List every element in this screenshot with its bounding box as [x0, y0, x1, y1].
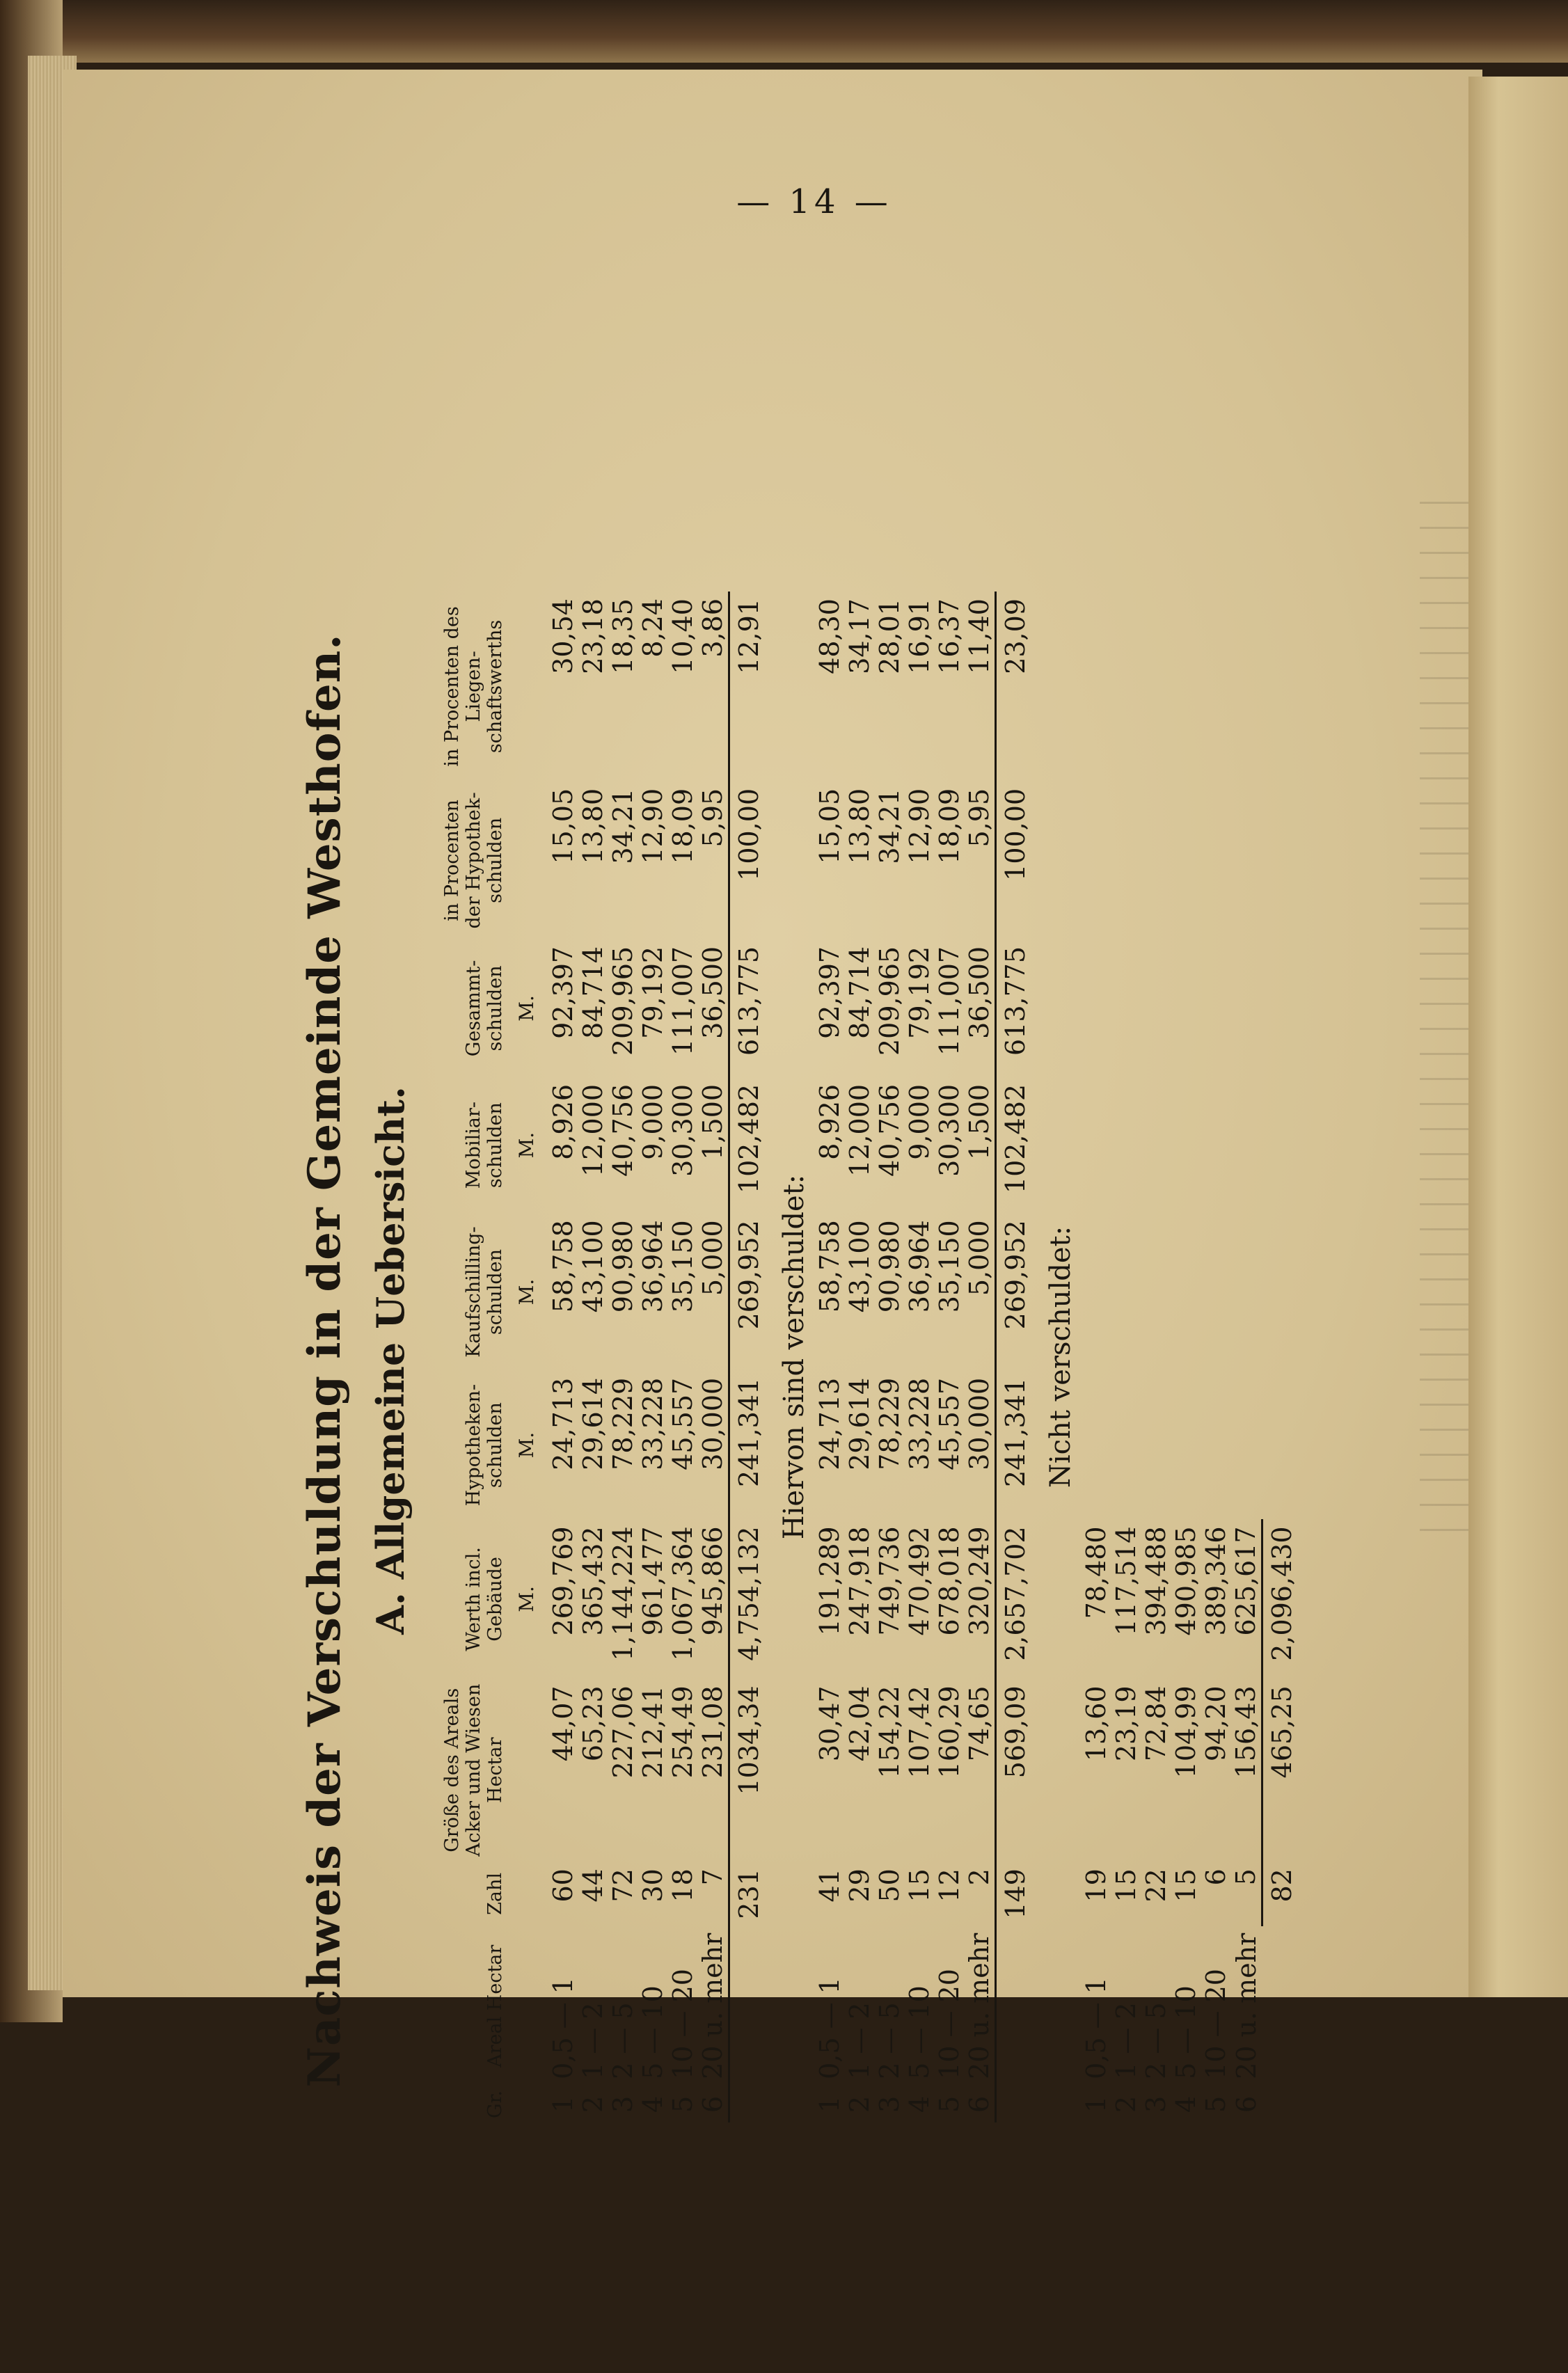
table-row — [845, 592, 875, 2122]
sum-verschuldet-body — [996, 592, 1082, 2122]
cell-zahl: 15 — [1111, 1868, 1141, 1903]
cell-hyp: 45,557 — [667, 1377, 698, 1470]
cell-kauf — [1231, 1213, 1262, 1371]
cell-kauf: 43,100 — [844, 1220, 875, 1313]
cell-werth: 389,346 — [1201, 1526, 1231, 1636]
cell-mob — [1082, 1077, 1111, 1213]
cell-werth: 269,769 — [548, 1526, 578, 1636]
unit-label: M. — [515, 1586, 538, 1612]
cell-mob: 40,756 — [608, 1084, 638, 1177]
cell-mob: 30,300 — [934, 1084, 965, 1177]
cell-ph: 13,80 — [844, 788, 875, 864]
cell-kauf: 43,100 — [578, 1220, 608, 1313]
cell-pl: 10,40 — [667, 598, 698, 674]
cell-nr: 6 — [964, 2095, 995, 2113]
cell-hyp: 78,229 — [874, 1377, 905, 1470]
cell-mob: 30,300 — [667, 1084, 698, 1177]
cell-kauf: 35,150 — [667, 1220, 698, 1313]
table-subtitle: A. Allgemeine Uebersicht. — [368, 1086, 413, 1635]
col-gesammt: Gesammt- schulden — [463, 960, 506, 1057]
cell-areal: 5 — 10 — [1171, 1985, 1201, 2079]
cell-groesse: 23,19 — [1111, 1685, 1141, 1762]
section-label-verschuldet: Hiervon sind verschuldet: — [778, 1174, 810, 1540]
page-number: — 14 — — [736, 182, 892, 221]
section-nicht — [1082, 592, 1262, 2122]
table-row — [815, 592, 845, 2122]
cell-areal: 0,5 — 1 — [1081, 1977, 1111, 2079]
cell-areal: 2 — 5 — [874, 2002, 905, 2079]
section-label-row — [770, 592, 815, 2122]
cell-nr: 2 — [844, 2095, 875, 2113]
table-row — [1171, 592, 1201, 2122]
col-areal: Areal Hectar — [484, 1944, 506, 2068]
table-row — [965, 592, 996, 2122]
rotated-table-block — [278, 598, 1297, 2373]
cell-mob: 9,000 — [638, 1084, 668, 1160]
cell-werth: 365,432 — [578, 1526, 608, 1636]
cell-kauf — [1082, 1213, 1111, 1371]
cell-areal: 5 — 10 — [904, 1985, 935, 2079]
cell-pl: 11,40 — [964, 598, 995, 674]
unit-label: M. — [515, 995, 538, 1022]
cell-areal: 2 — 5 — [608, 2002, 638, 2079]
cell-hyp — [1141, 1371, 1171, 1520]
cell-mob: 8,926 — [548, 1084, 578, 1160]
unit-row — [512, 592, 548, 2122]
cell-nr: 5 — [934, 2095, 965, 2113]
cell-hyp: 24,713 — [814, 1377, 845, 1470]
cell-mob: 1,500 — [697, 1084, 728, 1160]
cell-werth: 1,067,364 — [667, 1526, 698, 1661]
section-label-row — [1036, 592, 1082, 2122]
cell-groesse: 72,84 — [1141, 1685, 1171, 1762]
cell-kauf — [1201, 1213, 1231, 1371]
cell-zahl: 41 — [814, 1868, 845, 1903]
cell-nr: 4 — [904, 2095, 935, 2113]
cell-kauf — [1141, 1213, 1171, 1371]
cell-hyp — [1171, 1371, 1201, 1520]
cell-pl — [1111, 592, 1141, 781]
cell-pl: 34,17 — [844, 598, 875, 674]
cell-nr: 3 — [608, 2095, 638, 2113]
cell-zahl: 60 — [548, 1868, 578, 1903]
cell-mob — [1231, 1077, 1262, 1213]
facing-page-edge — [1468, 77, 1568, 1997]
cell-groesse: 231,08 — [697, 1685, 728, 1779]
cell-nr: 5 — [1201, 2095, 1231, 2113]
cell-ges — [1082, 939, 1111, 1077]
table-row — [1201, 592, 1231, 2122]
cell-groesse: 44,07 — [548, 1685, 578, 1762]
table-row — [638, 592, 668, 2122]
cell-nr: 1 — [548, 2095, 578, 2113]
sum-row-verschuldet — [996, 592, 1037, 2122]
cell-mob — [1141, 1077, 1171, 1213]
cell-zahl: 15 — [1171, 1868, 1201, 1903]
cell-ph: 34,21 — [874, 788, 905, 864]
sum-cell: 102,482 — [729, 1077, 770, 1213]
cell-pl — [1171, 592, 1201, 781]
col-proc-lieg: in Procenten des Liegen- schaftswerths — [441, 606, 506, 767]
cell-hyp — [1111, 1371, 1141, 1520]
cell-hyp — [1201, 1371, 1231, 1520]
cell-hyp: 29,614 — [844, 1377, 875, 1470]
cell-pl — [1141, 592, 1171, 781]
cell-areal: 1 — 2 — [1111, 2002, 1141, 2079]
cell-groesse: 74,65 — [964, 1685, 995, 1762]
sum-cell: 613,775 — [729, 939, 770, 1077]
cell-ges: 92,397 — [814, 946, 845, 1039]
cell-groesse: 160,29 — [934, 1685, 965, 1779]
cell-pl: 30,54 — [548, 598, 578, 674]
cell-hyp: 45,557 — [934, 1377, 965, 1470]
cell-kauf: 90,980 — [608, 1220, 638, 1313]
section-label-nicht: Nicht verschuldet: — [1045, 1225, 1077, 1489]
cell-groesse: 156,43 — [1230, 1685, 1261, 1779]
cell-ph — [1111, 781, 1141, 939]
table-row — [1082, 592, 1111, 2122]
sum-cell: 1034,34 — [729, 1678, 770, 1862]
cell-werth: 945,866 — [697, 1526, 728, 1636]
sum-cell: 149 — [996, 1862, 1037, 1926]
cell-kauf: 35,150 — [934, 1220, 965, 1313]
sum-cell: 231 — [729, 1862, 770, 1926]
cell-kauf: 36,964 — [638, 1220, 668, 1313]
sum-cell: 465,25 — [1262, 1678, 1304, 1862]
table-row — [935, 592, 965, 2122]
sum-cell: 2,096,430 — [1262, 1519, 1304, 1678]
cell-groesse: 154,22 — [874, 1685, 905, 1779]
cell-werth: 247,918 — [844, 1526, 875, 1636]
cell-ph: 5,95 — [964, 788, 995, 848]
cell-zahl: 6 — [1201, 1868, 1231, 1886]
cell-pl: 16,37 — [934, 598, 965, 674]
rotated-inner — [278, 578, 1297, 2143]
cell-ph: 12,90 — [904, 788, 935, 864]
cell-nr: 6 — [1230, 2095, 1262, 2113]
cell-werth: 625,617 — [1230, 1526, 1261, 1636]
cell-nr: 4 — [1171, 2095, 1201, 2113]
cell-kauf: 5,000 — [697, 1220, 728, 1296]
sum-cell: 4,754,132 — [729, 1519, 770, 1678]
cell-ges — [1171, 939, 1201, 1077]
cell-ph — [1141, 781, 1171, 939]
book-top-edge — [0, 0, 1568, 63]
sum-general-body — [729, 592, 816, 2122]
cell-zahl: 19 — [1081, 1868, 1111, 1903]
cell-ges: 111,007 — [934, 946, 965, 1056]
col-nr: Gr. — [484, 2090, 506, 2118]
cell-areal: 0,5 — 1 — [548, 1977, 578, 2079]
cell-areal: 20 u. mehr — [964, 1932, 995, 2079]
sum-nicht-body — [1262, 592, 1304, 2122]
table-row — [698, 592, 729, 2122]
cell-hyp: 78,229 — [608, 1377, 638, 1470]
cell-mob — [1201, 1077, 1231, 1213]
col-proc-hyp: in Procenten der Hypothek- schulden — [441, 792, 506, 929]
cell-zahl: 30 — [638, 1868, 668, 1903]
cell-ges: 84,714 — [578, 946, 608, 1039]
section-general — [548, 592, 729, 2122]
cell-groesse: 42,04 — [844, 1685, 875, 1762]
cell-ges: 36,500 — [697, 946, 728, 1039]
cell-groesse: 65,23 — [578, 1685, 608, 1762]
sum-cell: 100,00 — [729, 781, 770, 939]
cell-ph: 5,95 — [697, 788, 728, 848]
table-row — [548, 592, 578, 2122]
sum-row-general — [729, 592, 770, 2122]
table-row — [1111, 592, 1141, 2122]
cell-mob: 8,926 — [814, 1084, 845, 1160]
bleed-through-text — [1420, 487, 1468, 1531]
cell-nr: 3 — [874, 2095, 905, 2113]
cell-hyp: 30,000 — [697, 1377, 728, 1470]
cell-werth: 1,144,224 — [608, 1526, 638, 1661]
cell-hyp: 30,000 — [964, 1377, 995, 1470]
cell-zahl: 2 — [964, 1868, 995, 1886]
cell-areal: 20 u. mehr — [1230, 1932, 1262, 2079]
cell-pl — [1231, 592, 1262, 781]
cell-werth: 678,018 — [934, 1526, 965, 1636]
cell-pl: 23,18 — [578, 598, 608, 674]
cell-hyp: 29,614 — [578, 1377, 608, 1470]
table-row — [608, 592, 638, 2122]
cell-ges: 209,965 — [874, 946, 905, 1056]
cell-ph: 18,09 — [667, 788, 698, 864]
sum-cell: 569,09 — [996, 1678, 1037, 1862]
cell-pl: 8,24 — [638, 598, 668, 658]
cell-zahl: 29 — [844, 1868, 875, 1903]
cell-kauf: 90,980 — [874, 1220, 905, 1313]
cell-hyp: 24,713 — [548, 1377, 578, 1470]
cell-groesse: 254,49 — [667, 1685, 698, 1779]
sum-cell: 269,952 — [996, 1213, 1037, 1371]
unit-label: M. — [515, 1132, 538, 1159]
cell-nr: 1 — [814, 2095, 845, 2113]
cell-mob: 12,000 — [578, 1084, 608, 1177]
cell-groesse: 104,99 — [1171, 1685, 1201, 1779]
table-row — [1141, 592, 1171, 2122]
col-mobiliar: Mobiliar- schulden — [463, 1102, 506, 1189]
cell-pl: 48,30 — [814, 598, 845, 674]
cell-ges: 79,192 — [904, 946, 935, 1039]
cell-ges: 92,397 — [548, 946, 578, 1039]
cell-werth: 961,477 — [638, 1526, 668, 1636]
section-verschuldet — [815, 592, 996, 2122]
cell-zahl: 50 — [874, 1868, 905, 1903]
cell-zahl: 12 — [934, 1868, 965, 1903]
cell-ph — [1231, 781, 1262, 939]
cell-nr: 3 — [1141, 2095, 1171, 2113]
cell-ph: 15,05 — [814, 788, 845, 864]
sum-cell: 23,09 — [996, 592, 1037, 781]
cell-ph: 12,90 — [638, 788, 668, 864]
cell-ges — [1111, 939, 1141, 1077]
sum-cell: 269,952 — [729, 1213, 770, 1371]
cell-kauf: 5,000 — [964, 1220, 995, 1296]
cell-ph: 15,05 — [548, 788, 578, 864]
cell-groesse: 13,60 — [1081, 1685, 1111, 1762]
header-row — [441, 592, 512, 2122]
cell-zahl: 18 — [667, 1868, 698, 1903]
cell-zahl: 72 — [608, 1868, 638, 1903]
cell-areal: 1 — 2 — [844, 2002, 875, 2079]
cell-ges: 84,714 — [844, 946, 875, 1039]
cell-kauf — [1111, 1213, 1141, 1371]
unit-label: M. — [515, 1278, 538, 1305]
cell-areal: 10 — 20 — [1201, 1969, 1231, 2079]
cell-zahl: 7 — [697, 1868, 728, 1886]
cell-pl: 16,91 — [904, 598, 935, 674]
cell-nr: 6 — [697, 2095, 728, 2113]
sum-cell: 241,341 — [996, 1371, 1037, 1520]
cell-kauf: 58,758 — [814, 1220, 845, 1313]
cell-zahl: 44 — [578, 1868, 608, 1903]
cell-werth: 749,736 — [874, 1526, 905, 1636]
cell-areal: 20 u. mehr — [697, 1932, 728, 2079]
sum-cell: 241,341 — [729, 1371, 770, 1520]
cell-pl: 3,86 — [697, 598, 728, 658]
col-zahl: Zahl — [484, 1872, 506, 1915]
sum-cell: 82 — [1262, 1862, 1304, 1926]
table-row — [905, 592, 935, 2122]
cell-zahl: 22 — [1141, 1868, 1171, 1903]
cell-ges: 209,965 — [608, 946, 638, 1056]
cell-ges — [1141, 939, 1171, 1077]
table-title: Nachweis der Verschuldung in der Gemeinde Westhofen. — [299, 633, 351, 2088]
cell-mob: 9,000 — [904, 1084, 935, 1160]
cell-nr: 1 — [1081, 2095, 1111, 2113]
cell-areal: 2 — 5 — [1141, 2002, 1171, 2079]
cell-mob — [1111, 1077, 1141, 1213]
table-row — [875, 592, 905, 2122]
cell-kauf — [1171, 1213, 1201, 1371]
cell-ges — [1201, 939, 1231, 1077]
cell-ges: 111,007 — [667, 946, 698, 1056]
cell-nr: 5 — [667, 2095, 698, 2113]
table-row — [1231, 592, 1262, 2122]
cell-zahl: 5 — [1230, 1868, 1261, 1886]
cell-areal: 0,5 — 1 — [814, 1977, 845, 2079]
cell-ph: 18,09 — [934, 788, 965, 864]
cell-mob: 40,756 — [874, 1084, 905, 1177]
cell-nr: 2 — [578, 2095, 608, 2113]
cell-werth: 191,289 — [814, 1526, 845, 1636]
cell-ges: 36,500 — [964, 946, 995, 1039]
cell-groesse: 30,47 — [814, 1685, 845, 1762]
cell-hyp: 33,228 — [904, 1377, 935, 1470]
cell-nr: 2 — [1111, 2095, 1141, 2113]
cell-groesse: 212,41 — [638, 1685, 668, 1779]
cell-hyp: 33,228 — [638, 1377, 668, 1470]
cell-ges: 79,192 — [638, 946, 668, 1039]
col-groesse: Größe des Areals Acker und Wiesen Hectar — [441, 1683, 506, 1857]
sum-cell: 102,482 — [996, 1077, 1037, 1213]
table-row — [668, 592, 698, 2122]
col-hypotheken: Hypotheken- schulden — [463, 1383, 506, 1507]
sum-cell: 613,775 — [996, 939, 1037, 1077]
cell-ph: 34,21 — [608, 788, 638, 864]
cell-werth: 490,985 — [1171, 1526, 1201, 1636]
cell-kauf: 36,964 — [904, 1220, 935, 1313]
unit-label: M. — [515, 1431, 538, 1459]
cell-ges — [1231, 939, 1262, 1077]
cell-pl — [1082, 592, 1111, 781]
cell-ph — [1201, 781, 1231, 939]
cell-hyp — [1231, 1371, 1262, 1520]
cell-groesse: 94,20 — [1201, 1685, 1231, 1762]
sum-cell: 12,91 — [729, 592, 770, 781]
cell-kauf: 58,758 — [548, 1220, 578, 1313]
cell-hyp — [1082, 1371, 1111, 1520]
sum-cell: 2,657,702 — [996, 1519, 1037, 1678]
sum-row-nicht — [1262, 592, 1304, 2122]
cell-werth: 117,514 — [1111, 1526, 1141, 1636]
cell-groesse: 107,42 — [904, 1685, 935, 1779]
cell-groesse: 227,06 — [608, 1685, 638, 1779]
col-kaufschilling: Kaufschilling- schulden — [463, 1226, 506, 1358]
cell-ph — [1171, 781, 1201, 939]
cell-ph — [1082, 781, 1111, 939]
cell-ph: 13,80 — [578, 788, 608, 864]
cell-werth: 320,249 — [964, 1526, 995, 1636]
cell-areal: 10 — 20 — [667, 1969, 698, 2079]
col-werth: Werth incl. Gebäude — [463, 1547, 506, 1651]
cell-pl — [1201, 592, 1231, 781]
cell-pl: 28,01 — [874, 598, 905, 674]
cell-areal: 5 — 10 — [638, 1985, 668, 2079]
cell-mob — [1171, 1077, 1201, 1213]
cell-mob: 1,500 — [964, 1084, 995, 1160]
cell-zahl: 15 — [904, 1868, 935, 1903]
table-row — [578, 592, 608, 2122]
cell-areal: 10 — 20 — [934, 1969, 965, 2079]
cell-areal: 1 — 2 — [578, 2002, 608, 2079]
sum-cell: 100,00 — [996, 781, 1037, 939]
cell-werth: 78,480 — [1081, 1526, 1111, 1619]
cell-mob: 12,000 — [844, 1084, 875, 1177]
cell-pl: 18,35 — [608, 598, 638, 674]
cell-werth: 470,492 — [904, 1526, 935, 1636]
cell-nr: 4 — [638, 2095, 668, 2113]
cell-werth: 394,488 — [1141, 1526, 1171, 1636]
debt-table — [441, 592, 1303, 2122]
